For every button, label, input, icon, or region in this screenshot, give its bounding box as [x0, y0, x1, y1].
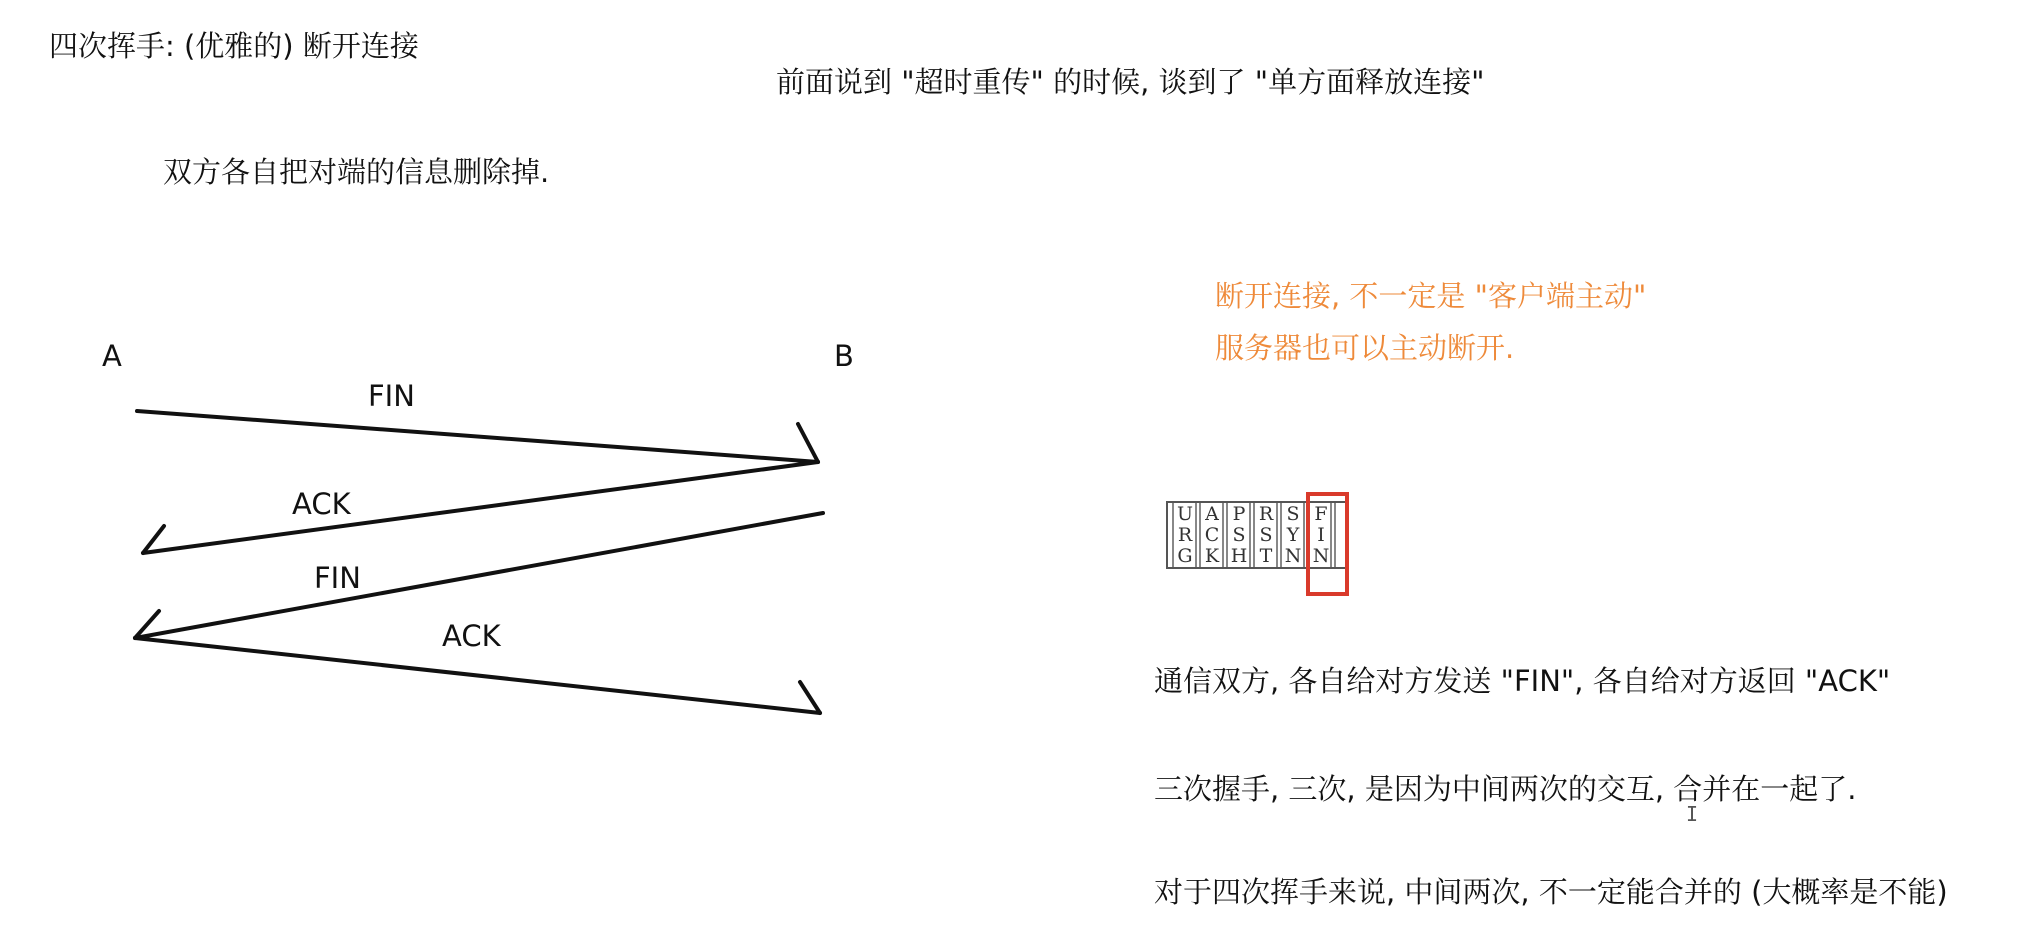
flag-letter: K — [1204, 545, 1220, 567]
subtitle: 双方各自把对端的信息删除掉. — [163, 155, 550, 189]
orange-note-line1: 断开连接, 不一定是 "客户端主动" — [1215, 279, 1647, 313]
node-a-label: A — [102, 339, 122, 373]
message-line — [137, 411, 818, 462]
note-four-way: 对于四次挥手来说, 中间两次, 不一定能合并的 (大概率是不能) — [1154, 875, 1948, 909]
flag-letter: Y — [1286, 524, 1300, 546]
flag-letter: R — [1177, 524, 1193, 546]
flag-letter: S — [1232, 524, 1246, 546]
flag-letter: H — [1230, 545, 1248, 567]
top-note: 前面说到 "超时重传" 的时候, 谈到了 "单方面释放连接" — [776, 65, 1485, 99]
node-b-label: B — [834, 339, 854, 373]
flag-letter: P — [1232, 503, 1246, 525]
four-way-handshake-diagram — [0, 0, 880, 760]
arrowhead-b — [798, 424, 818, 462]
flag-letter: A — [1205, 503, 1219, 525]
text-cursor-icon: I — [1686, 802, 1699, 826]
flag-letter: S — [1259, 524, 1273, 546]
arrowhead-b — [800, 682, 820, 713]
orange-note-line2: 服务器也可以主动断开. — [1215, 331, 1515, 365]
flag-letter: G — [1177, 545, 1193, 567]
tcp-flags-figure — [1165, 492, 1355, 607]
flag-letter: R — [1258, 503, 1274, 525]
flag-letter: U — [1176, 503, 1194, 525]
flag-letter: F — [1314, 503, 1328, 525]
slide-title: 四次挥手: (优雅的) 断开连接 — [49, 29, 419, 63]
flag-letter: T — [1259, 545, 1273, 567]
note-three-way: 三次握手, 三次, 是因为中间两次的交互, 合并在一起了. — [1154, 772, 1857, 806]
flag-letter: C — [1204, 524, 1220, 546]
message-label: FIN — [368, 379, 415, 413]
message-ack-b-to-a — [143, 462, 818, 553]
flags-dividers — [1173, 502, 1335, 568]
note-fin-ack: 通信双方, 各自给对方发送 "FIN", 各自给对方返回 "ACK" — [1154, 664, 1891, 698]
flag-letter: S — [1286, 503, 1300, 525]
flag-letter: N — [1284, 545, 1302, 567]
message-label: ACK — [292, 487, 351, 521]
message-fin-a-to-b — [137, 379, 818, 462]
message-ack-a-to-b — [135, 619, 820, 713]
message-label: FIN — [314, 561, 361, 595]
flag-letter: N — [1312, 545, 1330, 567]
message-line — [143, 462, 818, 553]
flag-letter: I — [1317, 524, 1325, 546]
message-label: ACK — [442, 619, 501, 653]
